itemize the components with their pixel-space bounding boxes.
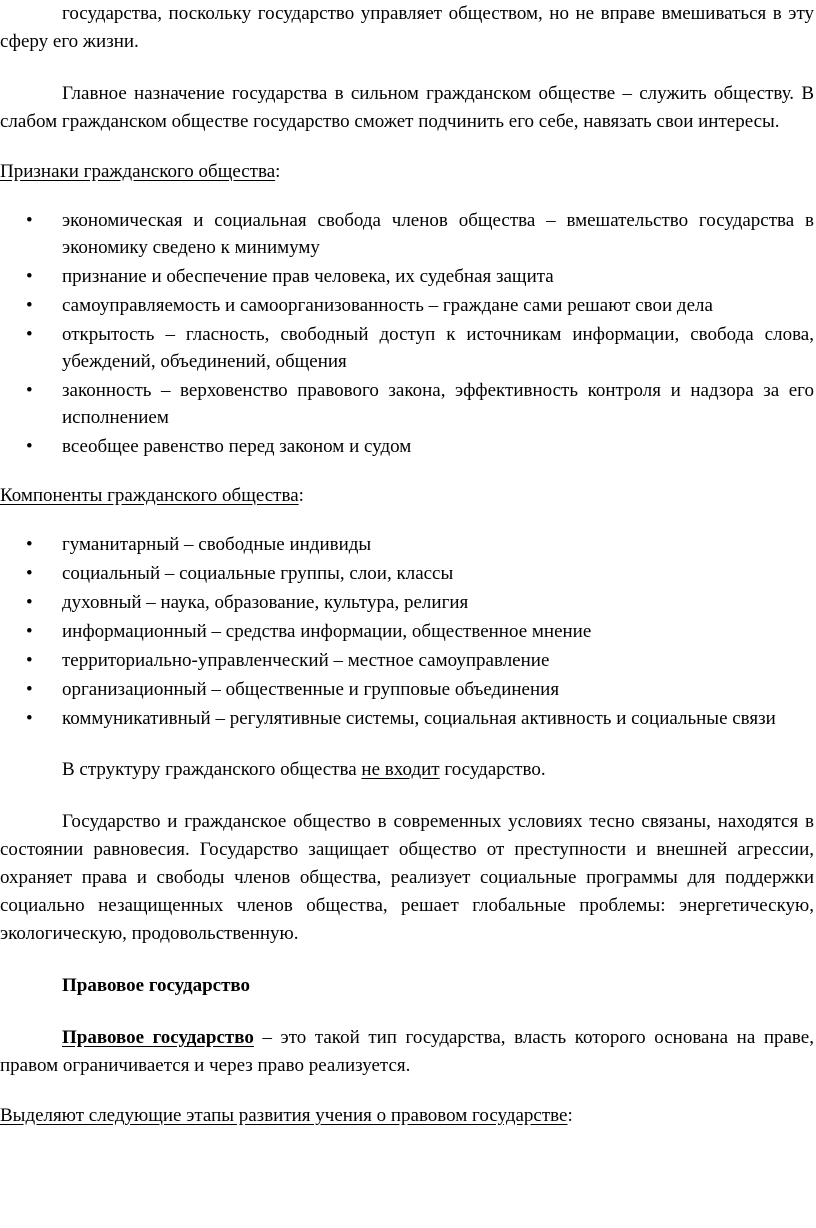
components-heading-text: Компоненты гражданского общества bbox=[0, 485, 299, 506]
components-heading-colon: : bbox=[298, 485, 304, 506]
list-item bbox=[0, 207, 814, 261]
list-item-text: коммуникативный – регулятивные системы, социальная активность и социальные связи bbox=[62, 708, 776, 729]
definition-term: Правовое государство bbox=[62, 1027, 254, 1048]
signs-heading-text: Признаки гражданского общества bbox=[0, 161, 276, 182]
signs-list bbox=[0, 207, 814, 460]
bullet-icon: • bbox=[26, 650, 33, 671]
list-item-text: открытость – гласность, свободный доступ к источникам информации, свобода слова, убеждений, объединений, общения bbox=[62, 324, 814, 372]
signs-heading bbox=[0, 158, 814, 186]
bullet-icon: • bbox=[26, 436, 33, 457]
signs-heading-colon: : bbox=[275, 161, 281, 182]
list-item-text: духовный – наука, образование, культура, религия bbox=[62, 592, 469, 613]
list-item-text: экономическая и социальная свобода членов общества – вмешательство государства в экономику сведено к минимуму bbox=[62, 210, 814, 258]
stages-heading-text: Выделяют следующие этапы развития учения о правовом государстве bbox=[0, 1105, 568, 1126]
list-item bbox=[0, 292, 814, 319]
list-item-text: самоуправляемость и самоорганизованность – граждане сами решают свои дела bbox=[62, 295, 713, 316]
list-item bbox=[0, 263, 814, 290]
bullet-icon: • bbox=[26, 534, 33, 555]
bullet-icon: • bbox=[26, 295, 33, 316]
list-item-text: признание и обеспечение прав человека, их судебная защита bbox=[62, 266, 554, 287]
structure-note-after: государство. bbox=[439, 759, 546, 780]
structure-note bbox=[0, 756, 814, 784]
bullet-icon: • bbox=[26, 563, 33, 584]
list-item-text: территориально-управленческий – местное самоуправление bbox=[62, 650, 550, 671]
list-item bbox=[0, 618, 814, 645]
list-item bbox=[0, 676, 814, 703]
bullet-icon: • bbox=[26, 324, 33, 345]
structure-note-emphasis: не входит bbox=[361, 759, 440, 780]
list-item-text: гуманитарный – свободные индивиды bbox=[62, 534, 372, 555]
bullet-icon: • bbox=[26, 679, 33, 700]
paragraph-relations: Государство и гражданское общество в современных условиях тесно связаны, находятся в состоянии равновесия. Государство защищает общество от преступности и внешней агрессии, охраняет права и свободы членов общества, реализует социальные программы для поддержки социально незащищенных членов общества, решает глобальные проблемы: энергетическую, экологическую, продовольственную. bbox=[0, 811, 814, 944]
list-item bbox=[0, 589, 814, 616]
components-heading bbox=[0, 482, 814, 510]
bullet-icon: • bbox=[26, 210, 33, 231]
list-item-text: организационный – общественные и групповые объединения bbox=[62, 679, 560, 700]
list-item bbox=[0, 705, 814, 732]
list-item-text: социальный – социальные группы, слои, классы bbox=[62, 563, 454, 584]
list-item bbox=[0, 531, 814, 558]
bullet-icon: • bbox=[26, 621, 33, 642]
bullet-icon: • bbox=[26, 592, 33, 613]
list-item bbox=[0, 377, 814, 431]
bullet-icon: • bbox=[26, 266, 33, 287]
list-item bbox=[0, 433, 814, 460]
definition-paragraph bbox=[0, 1024, 814, 1080]
list-item bbox=[0, 647, 814, 674]
list-item bbox=[0, 560, 814, 587]
list-item bbox=[0, 321, 814, 375]
list-item-text: всеобщее равенство перед законом и судом bbox=[62, 436, 412, 457]
section-title: Правовое государство bbox=[62, 975, 251, 996]
stages-heading-colon: : bbox=[567, 1105, 573, 1126]
paragraph-main-purpose: Главное назначение государства в сильном гражданском обществе – служить обществу. В слабом гражданском обществе государство сможет подчинить его себе, навязать свои интересы. bbox=[0, 83, 814, 132]
paragraph-continuation: государства, поскольку государство управляет обществом, но не вправе вмешиваться в эту сферу его жизни. bbox=[0, 3, 814, 52]
definition-text: – это такой тип государства, власть которого основана на праве, правом ограничивается и через право реализуется. bbox=[0, 1027, 814, 1076]
stages-heading bbox=[0, 1102, 814, 1130]
list-item-text: информационный – средства информации, общественное мнение bbox=[62, 621, 592, 642]
bullet-icon: • bbox=[26, 708, 33, 729]
components-list bbox=[0, 531, 814, 732]
list-item-text: законность – верховенство правового закона, эффективность контроля и надзора за его исполнением bbox=[62, 380, 814, 428]
bullet-icon: • bbox=[26, 380, 33, 401]
structure-note-before: В структуру гражданского общества bbox=[62, 759, 362, 780]
